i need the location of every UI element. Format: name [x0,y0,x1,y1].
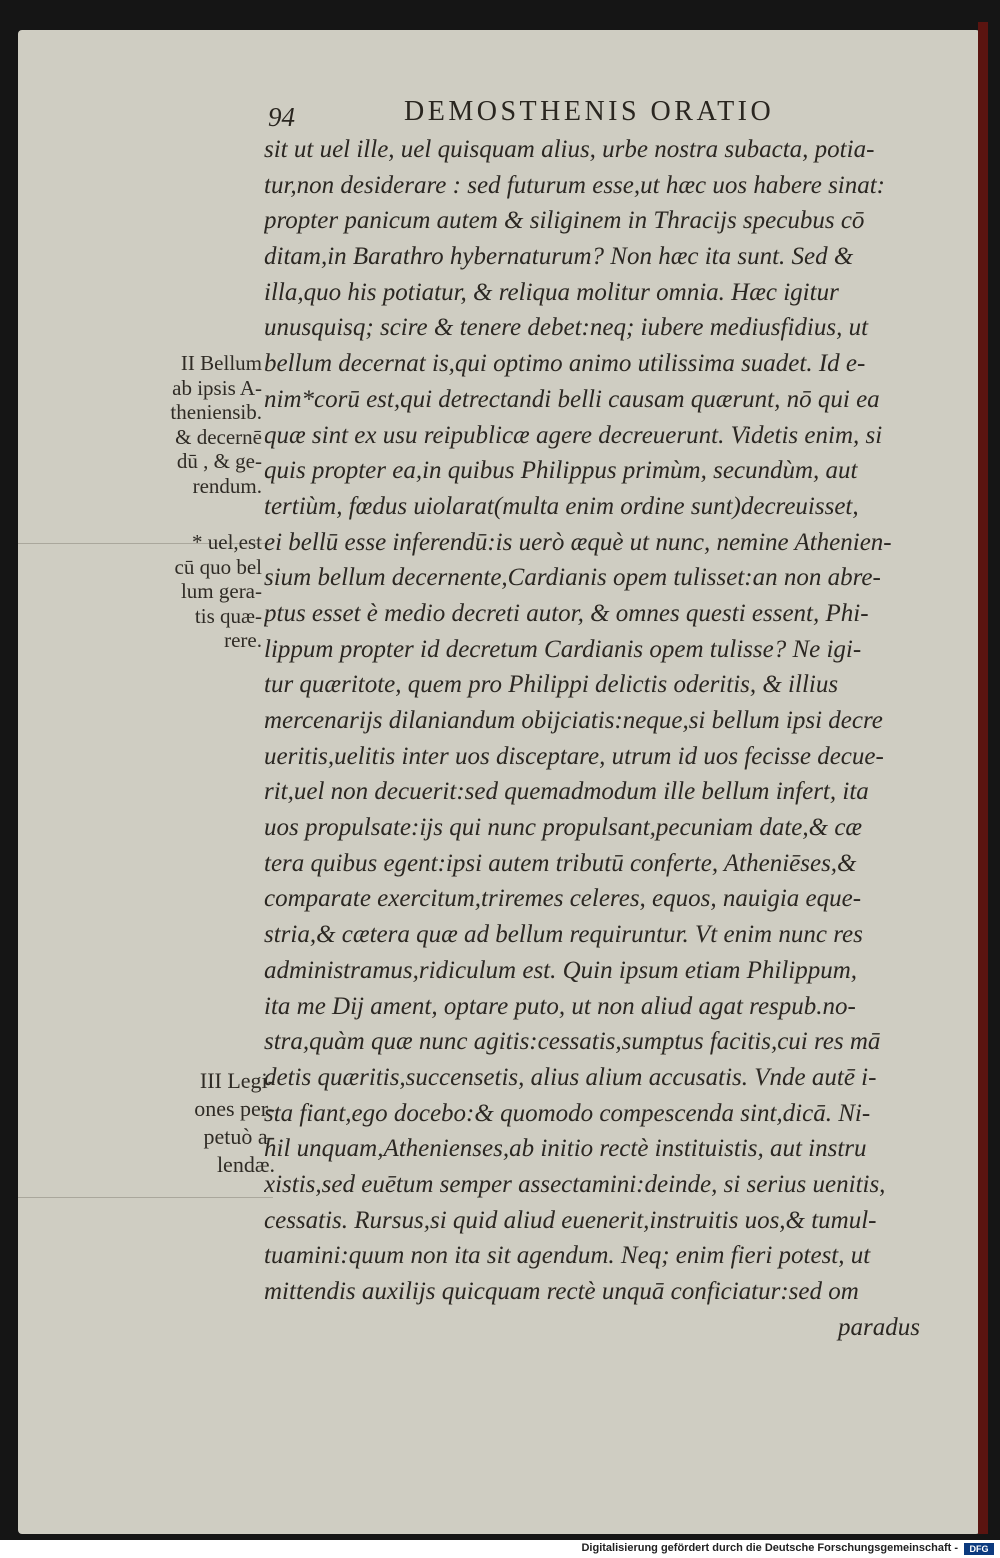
page-edge [978,22,988,1534]
page-header [262,96,932,136]
text-line: hil unquam,Athenienses,ab initio rectè instituistis, aut instru [264,1135,867,1163]
text-line: xistis,sed euētum semper assectamini:deinde, si serius uenitis, [264,1170,886,1198]
text-line: ditam,in Barathro hybernaturum? Non hæc ita sunt. Sed & [264,243,854,271]
text-line: nim*corū est,qui detrectandi belli causam quærunt, nō qui ea [264,385,880,413]
text-line: propter panicum autem & siliginem in Thracijs specubus cō [264,207,865,235]
text-line: quæ sint ex usu reipublicæ agere decreuerunt. Videtis enim, si [264,421,883,449]
margin-note-line: & decernē [175,424,262,449]
text-line: sta fiant,ego docebo:& quomodo compescenda sint,dicā. Ni- [264,1099,871,1127]
text-line: tera quibus egent:ipsi autem tributū conferte, Atheniēses,& [264,849,857,877]
dfg-logo: DFG [964,1543,994,1555]
margin-note [132,530,262,653]
text-line: tur,non desiderare : sed futurum esse,ut hæc uos habere sinat: [264,171,886,199]
text-line: tertiùm, fœdus uiolarat(multa enim ordine sunt)decreuisset, [264,492,859,520]
funding-credit: Digitalisierung gefördert durch die Deutsche Forschungsgemeinschaft - [581,1542,958,1554]
text-line: tuamini:quum non ita sit agendum. Neq; enim fieri potest, ut [264,1242,871,1270]
running-title: DEMOSTHENIS ORATIO [404,96,775,127]
text-line: stria,& cætera quæ ad bellum requiruntur. Vt enim nunc res [264,921,863,949]
margin-note-line: cū quo bel [174,554,262,579]
text-line: sit ut uel ille, uel quisquam alius, urbe nostra subacta, potia- [264,136,875,163]
text-line: stra,quàm quæ nunc agitis:cessatis,sumptus facitis,cui res mā [264,1028,881,1056]
margin-note-line: lum gera- [180,579,262,603]
text-line: mercenarijs dilaniandum obijciatis:neque,si bellum ipsi decre [264,707,883,734]
margin-note [132,351,262,498]
text-line: comparate exercitum,triremes celeres, equos, nauigia eque- [264,885,862,913]
margin-note-line: * uel,est [192,530,262,554]
margin-note-line: rere. [224,628,262,652]
margin-note-line: II Bellum [180,351,262,375]
text-line: uos propulsate:ijs qui nunc propulsant,pecuniam date,& cæ [264,814,863,842]
margin-note-line: tis quæ- [194,603,262,628]
text-line: ptus esset è medio decreti autor, & omnes questi essent, Phi- [264,599,869,627]
margin-note-line: ones per- [194,1096,275,1121]
text-line: unusquisq; scire & tenere debet:neq; iubere mediusfidius, ut [264,314,869,342]
text-line: lippum propter id decretum Cardianis opem tulisse? Ne igi- [264,635,862,663]
text-line: administramus,ridiculum est. Quin ipsum etiam Philippum, [264,956,858,984]
text-line: bellum decernat is,qui optimo animo utilissima suadet. Id e- [264,350,866,378]
catchword: paradus [838,1313,920,1341]
text-line: cessatis. Rursus,si quid aliud euenerit,instruitis uos,& tumul- [264,1206,877,1234]
text-line: ei bellū esse inferendū:is uerò æquè ut nunc, nemine Athenien- [264,528,892,556]
text-line: ueritis,uelitis inter uos disceptare, utrum id uos fecisse decue- [264,742,884,770]
margin-note-line: III Legi- [199,1068,275,1093]
paper-fold-line [18,1197,273,1198]
margin-note-line: ab ipsis A- [172,375,262,400]
text-line: mittendis auxilijs quicquam rectè unquā conficiatur:sed om [264,1278,859,1305]
margin-note-line: rendum. [192,473,262,498]
text-line: illa,quo his potiatur, & reliqua molitur omnia. Hæc igitur [264,278,839,306]
text-line: rit,uel non decuerit:sed quemadmodum ille bellum infert, ita [264,778,869,806]
page-number: 94 [268,102,295,132]
text-line: sium bellum decernente,Cardianis opem tulisset:an non abre- [264,564,881,592]
text-line: tur quæritote, quem pro Philippi delictis oderitis, & illius [264,671,839,699]
text-line: quis propter ea,in quibus Philippus primùm, secundùm, aut [264,457,858,485]
margin-note [140,1067,275,1179]
margin-note-line: theniensib. [170,400,262,424]
margin-note-line: petuò a- [203,1124,275,1149]
text-line: ita me Dij ament, optare puto, ut non aliud agat respub.no- [264,992,856,1020]
footer-bar [0,1540,1000,1558]
body-text [264,132,934,1345]
text-line: detis quæritis,succensetis, alius alium accusatis. Vnde autē i- [264,1063,877,1091]
margin-note-line: dū , & ge- [176,449,262,473]
margin-note-line: lendæ. [216,1152,275,1177]
